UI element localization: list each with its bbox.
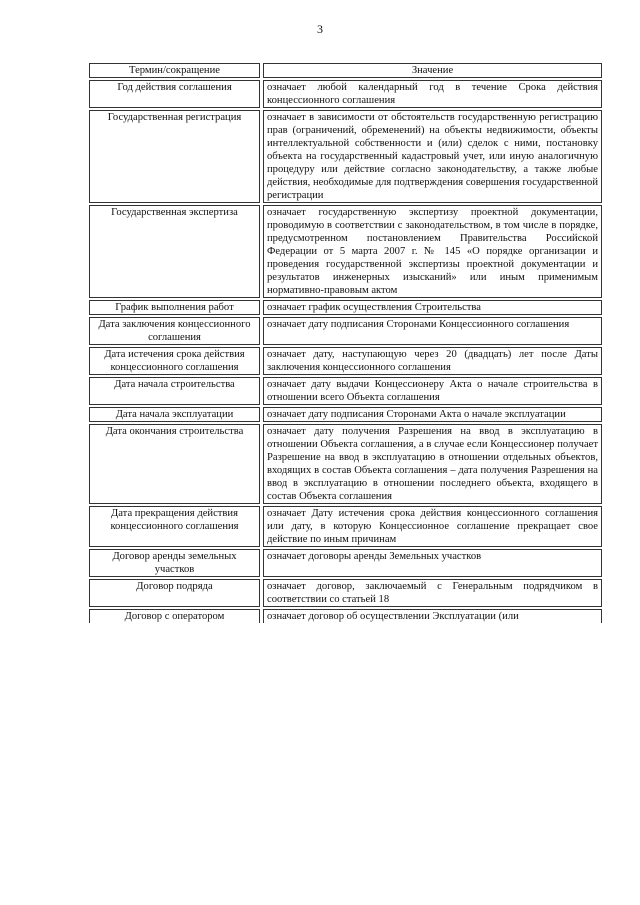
term-cell: Дата прекращения действия концессионного соглашения (89, 506, 260, 547)
table-row (89, 506, 602, 547)
meaning-cell: означает договоры аренды Земельных участков (263, 549, 602, 577)
column-header-meaning: Значение (263, 63, 602, 78)
page-number: 3 (317, 22, 323, 36)
table-row (89, 80, 602, 108)
term-cell: Дата начала эксплуатации (89, 407, 260, 422)
meaning-cell: означает Дату истечения срока действия концессионного соглашения или дату, в которую Концессионное соглашение прекращает свое действие по иным причинам (263, 506, 602, 547)
meaning-cell: означает в зависимости от обстоятельств государственную регистрацию прав (ограничений, обременений) на объекты недвижимости, объекты интеллектуальной собственности и (или) сделок с ними, постановку объекта на государственный кадастровый учет, или иную аналогичную процедуру или действие согласно законодательству, а также любые действия, необходимые для подтверждения совершения государственной регистрации (263, 110, 602, 203)
table-header-row (89, 63, 602, 78)
meaning-cell: означает государственную экспертизу проектной документации, проводимую в соответствии с законодательством, в том числе в порядке, предусмотренном постановлением Правительства Российской Федерации от 5 марта 2007 г. № 145 «О порядке организации и проведения государственной экспертизы проектной документации и результатов инженерных изысканий» или иным применимым нормативно-правовым актом (263, 205, 602, 298)
term-cell: Дата заключения концессионного соглашения (89, 317, 260, 345)
term-cell: Дата истечения срока действия концессионного соглашения (89, 347, 260, 375)
meaning-cell: означает любой календарный год в течение Срока действия концессионного соглашения (263, 80, 602, 108)
table-row (89, 407, 602, 422)
term-cell: Государственная регистрация (89, 110, 260, 203)
table-row (89, 110, 602, 203)
term-cell: Год действия соглашения (89, 80, 260, 108)
table-body (89, 80, 602, 623)
term-cell: Договор аренды земельных участков (89, 549, 260, 577)
meaning-cell: означает договор об осуществлении Эксплуатации (или (263, 609, 602, 623)
table-row (89, 347, 602, 375)
term-cell: График выполнения работ (89, 300, 260, 315)
column-header-term: Термин/сокращение (89, 63, 260, 78)
meaning-cell: означает договор, заключаемый с Генеральным подрядчиком в соответствии со статьей 18 (263, 579, 602, 607)
meaning-cell: означает дату выдачи Концессионеру Акта о начале строительства в отношении всего Объекта соглашения (263, 377, 602, 405)
term-cell: Дата начала строительства (89, 377, 260, 405)
table-row (89, 317, 602, 345)
meaning-cell: означает дату подписания Сторонами Концессионного соглашения (263, 317, 602, 345)
term-cell: Государственная экспертиза (89, 205, 260, 298)
meaning-cell: означает дату, наступающую через 20 (двадцать) лет после Даты заключения концессионного соглашения (263, 347, 602, 375)
term-cell: Договор подряда (89, 579, 260, 607)
term-cell: Договор с оператором (89, 609, 260, 623)
table-row (89, 205, 602, 298)
table-row (89, 549, 602, 577)
meaning-cell: означает дату получения Разрешения на ввод в эксплуатацию в отношении Объекта соглашения, а в случае если Концессионер получает Разрешение на ввод в эксплуатацию в отношении отдельных объектов, входящих в состав Объекта соглашения – дата получения Разрешения на ввод в эксплуатацию в отношении последнего объекта, входящего в состав Объекта соглашения (263, 424, 602, 504)
meaning-cell: означает дату подписания Сторонами Акта о начале эксплуатации (263, 407, 602, 422)
meaning-cell: означает график осуществления Строительства (263, 300, 602, 315)
term-cell: Дата окончания строительства (89, 424, 260, 504)
terms-table (86, 61, 605, 625)
table-row (89, 609, 602, 623)
table-row (89, 579, 602, 607)
table-row (89, 377, 602, 405)
table-row (89, 300, 602, 315)
table-row (89, 424, 602, 504)
